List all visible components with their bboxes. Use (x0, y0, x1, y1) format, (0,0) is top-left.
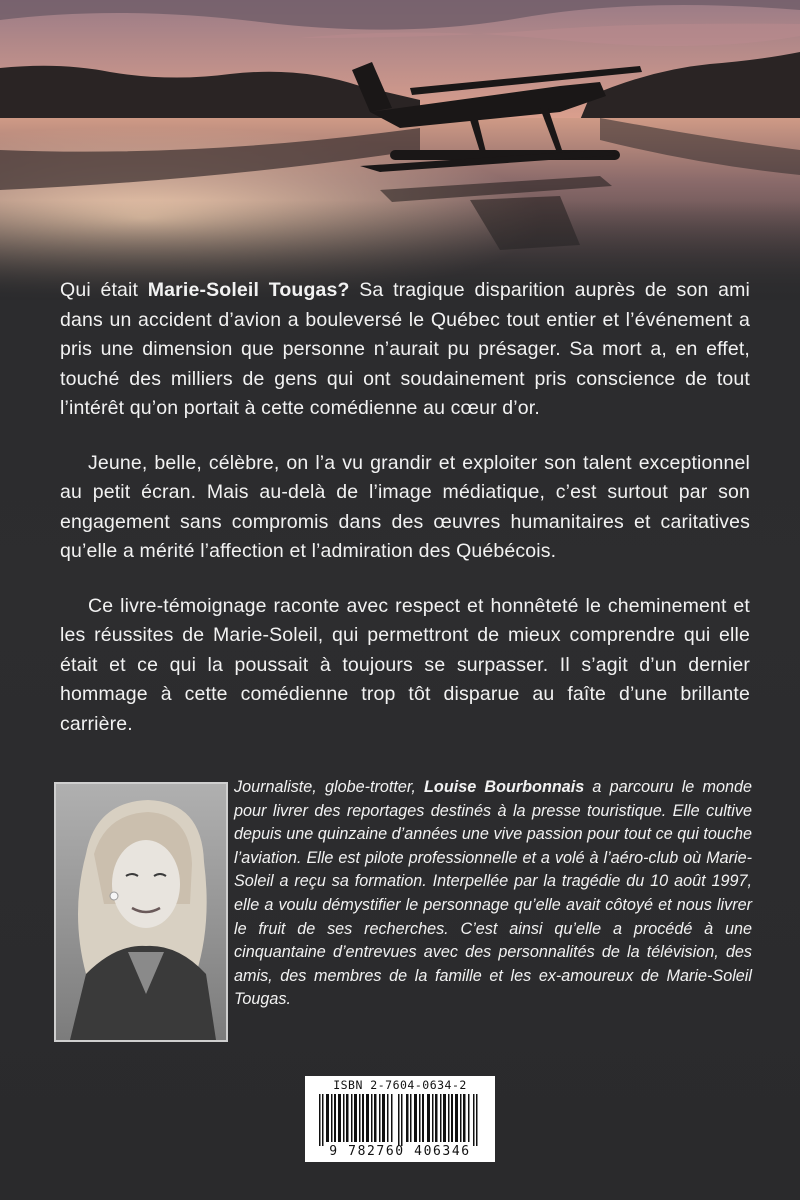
ean-number: 9 782760 406346 (329, 1144, 471, 1159)
author-bio-lead: Journaliste, globe-trotter, (234, 778, 425, 796)
blurb-p1-lead: Qui était (60, 279, 148, 301)
isbn-barcode (305, 1076, 495, 1162)
isbn-number: ISBN 2-7604-0634-2 (333, 1078, 467, 1092)
author-portrait-illustration (56, 784, 226, 1040)
blurb-p1-rest: Sa tragique disparition auprès de son ami dans un accident d’avion a bouleversé le Québec tout entier et l’événement a pris une dimension que personne n’aurait pu présager. Sa mort a, en effet, touché des milliers de gens qui ont soudainement pris conscience de tout l’intérêt qu’on portait à cette comédienne au cœur d’or. (60, 279, 750, 419)
subject-name: Marie-Soleil Tougas? (147, 279, 350, 301)
author-bio (234, 776, 752, 1012)
seaplane-sunset-photo (0, 0, 800, 300)
author-name: Louise Bourbonnais (424, 778, 585, 796)
barcode-bars (319, 1094, 481, 1146)
author-bio-rest: a parcouru le monde pour livrer des reportages destinés à la presse touristique. Elle cultive depuis une quinzaine d’années une vive passion pour tout ce qui touche l’aviation. Elle est pilote professionnelle et a volé à l’aéro-club où Marie-Soleil a reçu sa formation. Interpellée par la tragédie du 10 août 1997, elle a voulu démystifier le personnage qu’elle avait côtoyé et nous livrer le fruit de ses recherches. C’est ainsi qu’elle a procédé à une cinquantaine d’entrevues avec des personnalités de la télévision, des amis, des membres de la famille et les ex-amoureux de Marie-Soleil Tougas. (234, 778, 752, 1009)
back-cover-blurb (60, 276, 750, 764)
author-portrait (54, 782, 228, 1042)
blurb-paragraph-3: Ce livre-témoignage raconte avec respect et honnêteté le cheminement et les réussites de Marie-Soleil, qui permettront de mieux comprendre qui elle était et ce qui la poussait à toujours se surpasser. Il s’agit d’un dernier hommage à cette comédienne trop tôt disparue au faîte d’une brillante carrière. (60, 594, 750, 735)
blurb-paragraph-1 (60, 276, 750, 424)
seaplane-sunset-illustration (0, 0, 800, 300)
blurb-paragraph-2: Jeune, belle, célèbre, on l’a vu grandir et exploiter son talent exceptionnel au petit écran. Mais au-delà de l’image médiatique, c’est surtout par son engagement sans compromis dans des œuvres humanitaires et caritatives qu’elle a mérité l’affection et l’admiration des Québécois. (60, 451, 750, 562)
